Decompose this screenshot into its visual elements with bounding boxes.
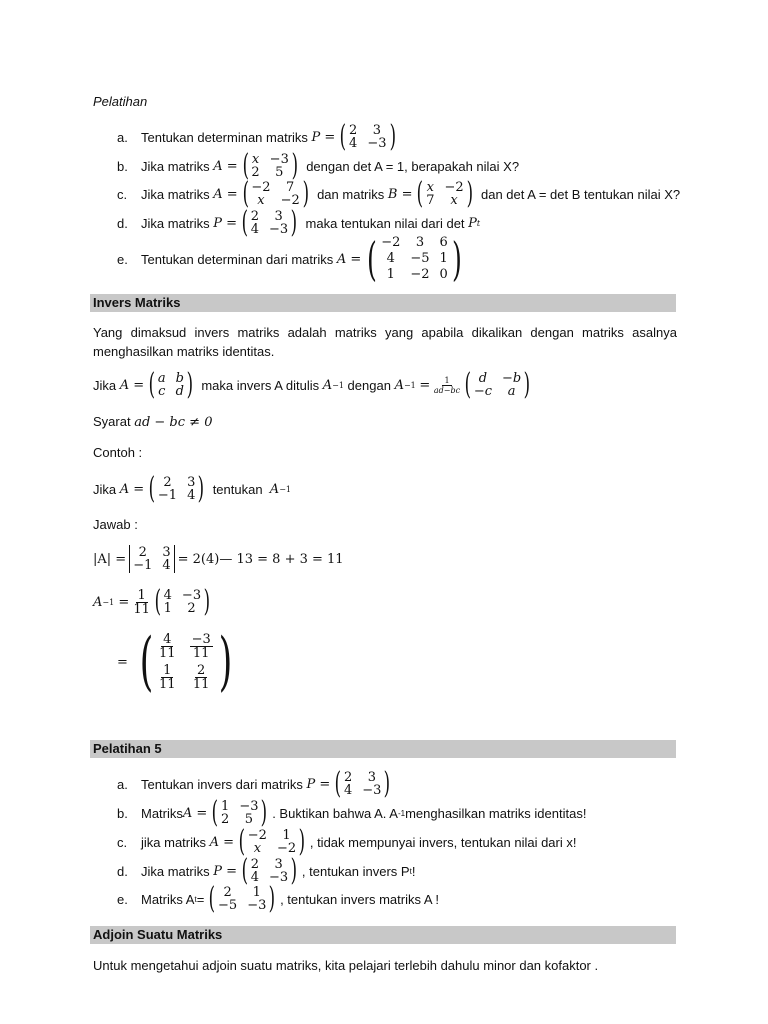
matrix-at: ( 2 1 −5 −3 ) (208, 881, 276, 916)
matrix-b: ( x −2 7 x ) (417, 176, 473, 211)
paragraph-adjoin: Untuk mengetahui adjoin suatu matriks, kita pelajari terlebih dahulu minor dan kofaktor . (93, 958, 599, 973)
matrix-a: ( −2 1 x −2 ) (238, 824, 306, 859)
matrix-3x3: ( −2 3 6 4 −5 1 1 −2 0 ) (367, 232, 462, 286)
determinant-line: |A| = 2 3 −1 4 = 2(4)— 13 = 8 + 3 = 11 (93, 545, 344, 573)
inverse-formula-line: Jika A = ( a b c d ) maka invers A ditulis A −1 dengan A −1 = $\frac{1}{ad-bc}$ ( d −b −c a ) (93, 370, 535, 400)
document-page: Pelatihan a. Tentukan determinan matriks P = ( 2 3 4 −3 ) b. Jika matriks A = ( x −3 2 5 ) dengan det A = 1, berapakah nilai X? c. Jika matriks A = ( −2 7 x −2 ) dan matriks B = ( x −2 7 x ) dan det A = det B tentukan nilai X? d. Jika matriks P = ( 2 3 4 −3 ) maka tentukan nilai dari det P t e. Tentukan determinan dari matriks A = ( −2 3 6 4 −5 1 1 −2 0 ) Invers Matriks Yang dimaksud invers matriks adalah matriks yang apabila dikalikan dengan matriks asalnya menghasilkan matriks identitas. Jika A = ( a b c d ) maka invers A ditulis A −1 dengan A −1 = $\frac{1}{ad-bc}$ ( d −b −c a ) Syarat ad − bc ≠ 0 Contoh : Jika A = ( 2 3 −1 4 ) tentukan A −1 Jawab : |A| = 2 3 −1 4 = 2(4)— 13 = 8 + 3 = 11 A −1 = $\frac{1}{11}$ ( 4 −3 1 2 ) = ( $\frac{4}{11}$ $\frac{-3}{11}$ $\frac{1}{11}$ $\frac{2}{11}$ ) Pelatihan 5 a. Tentukan invers dari matriks P = ( 2 3 4 −3 ) b. Matriks A = ( 1 −3 2 5 ) . Buktikan bahwa A. A -1 menghasilkan matriks identitas! c. jika matriks A = ( −2 1 x −2 ) , tidak mempunyai invers, tentukan nilai dari x! d. Jika matriks P = ( 2 3 4 −3 ) , tentukan invers P t ! e. Matriks A t = ( 2 1 −5 −3 ) , tentukan invers matriks A ! Adjoin Suatu Matriks Untuk mengetahui adjoin suatu matriks, kita pelajari terlebih dahulu minor dan kofaktor . (0, 0, 768, 1024)
paragraph-invers: Yang dimaksud invers matriks adalah matriks yang apabila dikalikan dengan matriks asalnya menghasilkan matriks identitas. (93, 325, 677, 359)
matrix-a: ( 1 −3 2 5 ) (211, 795, 268, 830)
heading-pelatihan: Pelatihan (93, 94, 148, 109)
contoh-line: Jika A = ( 2 3 −1 4 ) tentukan A −1 (93, 471, 291, 506)
matrix-p: ( 2 3 4 −3 ) (241, 205, 298, 240)
matrix-result: ( $\frac{4}{11}$ $\frac{-3}{11}$ $\frac{1}{11}$ $\frac{2}{11}$ ) (139, 625, 233, 699)
contoh-label: Contoh : (93, 445, 143, 460)
matrix-adjugate: ( 4 −3 1 2 ) (154, 584, 211, 619)
matrix-adjugate: ( d −b −c a ) (464, 367, 531, 402)
matrix-a: ( x −3 2 5 ) (242, 148, 298, 183)
section-header-adjoin: Adjoin Suatu Matriks (90, 926, 676, 944)
syarat-line: Syarat ad − bc ≠ 0 (93, 414, 213, 430)
section-header-invers: Invers Matriks (90, 294, 676, 312)
matrix-abcd: ( a b c d ) (148, 367, 194, 402)
matrix-p: ( 2 3 4 −3 ) (334, 766, 391, 801)
matrix-p: ( 2 3 4 −3 ) (339, 119, 396, 154)
fraction: $\frac{1}{ad-bc}$ (433, 375, 461, 395)
matrix-a: ( −2 7 x −2 ) (242, 176, 309, 211)
matrix-a: ( 2 3 −1 4 ) (148, 471, 205, 506)
section-header-pelatihan5: Pelatihan 5 (90, 740, 676, 758)
matrix-p: ( 2 3 4 −3 ) (241, 853, 298, 888)
inverse-line: A −1 = $\frac{1}{11}$ ( 4 −3 1 2 ) (93, 587, 215, 617)
jawab-label: Jawab : (93, 517, 138, 532)
result-line: = ( $\frac{4}{11}$ $\frac{-3}{11}$ $\frac{1}{11}$ $\frac{2}{11}$ ) (117, 630, 240, 694)
